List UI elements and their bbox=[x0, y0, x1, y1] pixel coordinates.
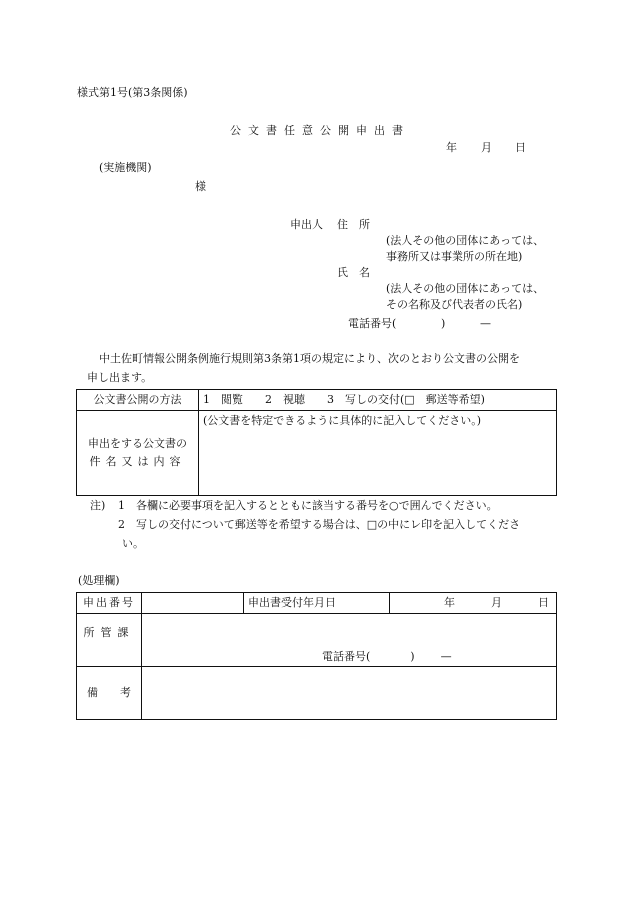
request-table bbox=[76, 389, 557, 496]
honorific: 様 bbox=[195, 180, 206, 193]
applicant-phone-dash: — bbox=[480, 317, 491, 330]
date-day: 日 bbox=[515, 141, 526, 154]
note-1: 1 各欄に必要事項を記入するとともに該当する番号を○で囲んでください。 bbox=[118, 499, 498, 512]
processing-row-2 bbox=[77, 614, 557, 667]
request-number-field[interactable] bbox=[142, 593, 244, 614]
received-day: 日 bbox=[538, 596, 549, 609]
subject-label-1: 申出をする公文書の bbox=[88, 437, 187, 450]
method-options[interactable]: 1 閲覧 2 視聴 3 写しの交付(□ 郵送等希望) bbox=[199, 390, 557, 411]
subject-hint: (公文書を特定できるように具体的に記入してください。) bbox=[203, 414, 482, 427]
date-month: 月 bbox=[481, 141, 492, 154]
received-year: 年 bbox=[444, 596, 455, 609]
department-phone-dash: — bbox=[440, 650, 452, 663]
intro-line-1: 中土佐町情報公開条例施行規則第3条第1項の規定により、次のとおり公文書の公開を bbox=[99, 352, 520, 365]
address-label: 住 所 bbox=[337, 218, 370, 231]
department-phone-close: ) bbox=[410, 650, 415, 663]
department-field[interactable] bbox=[142, 614, 557, 667]
method-label: 公文書公開の方法 bbox=[77, 390, 199, 411]
intro-line-2: 申し出ます。 bbox=[87, 371, 153, 384]
note-2-line-1: 2 写しの交付について郵送等を希望する場合は、□の中にレ印を記入してくださ bbox=[118, 518, 521, 531]
processing-table bbox=[76, 592, 557, 720]
method-row bbox=[77, 390, 557, 411]
processing-row-3 bbox=[77, 667, 557, 720]
name-label: 氏 名 bbox=[337, 266, 370, 279]
subject-label-cell bbox=[77, 411, 199, 496]
remarks-field[interactable] bbox=[142, 667, 557, 720]
received-date-field[interactable] bbox=[390, 593, 557, 614]
form-title: 公文書任意公開申出書 bbox=[230, 124, 410, 137]
name-note-2: その名称及び代表者の氏名) bbox=[386, 298, 523, 311]
applicant-phone-close: ) bbox=[441, 317, 446, 330]
form-number: 様式第1号(第3条関係) bbox=[77, 86, 188, 99]
received-month: 月 bbox=[491, 596, 502, 609]
applicant-phone-label: 電話番号( bbox=[348, 317, 397, 330]
subject-label-2: 件名又は内容 bbox=[89, 455, 186, 468]
subject-row bbox=[77, 411, 557, 496]
department-phone-label: 電話番号( bbox=[322, 650, 371, 663]
department-label: 所管課 bbox=[77, 614, 142, 667]
received-date-label: 申出書受付年月日 bbox=[244, 593, 390, 614]
date-year: 年 bbox=[446, 141, 457, 154]
remarks-label: 備 考 bbox=[77, 667, 142, 720]
note-2-line-2: い。 bbox=[122, 537, 144, 550]
request-number-label: 申出番号 bbox=[77, 593, 142, 614]
subject-field[interactable] bbox=[199, 411, 557, 496]
address-note-2: 事務所又は事業所の所在地) bbox=[386, 250, 523, 263]
address-note-1: (法人その他の団体にあっては、 bbox=[386, 234, 545, 247]
applicant-label: 申出人 bbox=[290, 218, 323, 231]
processing-row-1 bbox=[77, 593, 557, 614]
name-note-1: (法人その他の団体にあっては、 bbox=[386, 282, 545, 295]
processing-section-label: (処理欄) bbox=[78, 574, 120, 587]
agency-label: (実施機関) bbox=[99, 161, 152, 174]
notes-prefix: 注) bbox=[90, 499, 106, 512]
